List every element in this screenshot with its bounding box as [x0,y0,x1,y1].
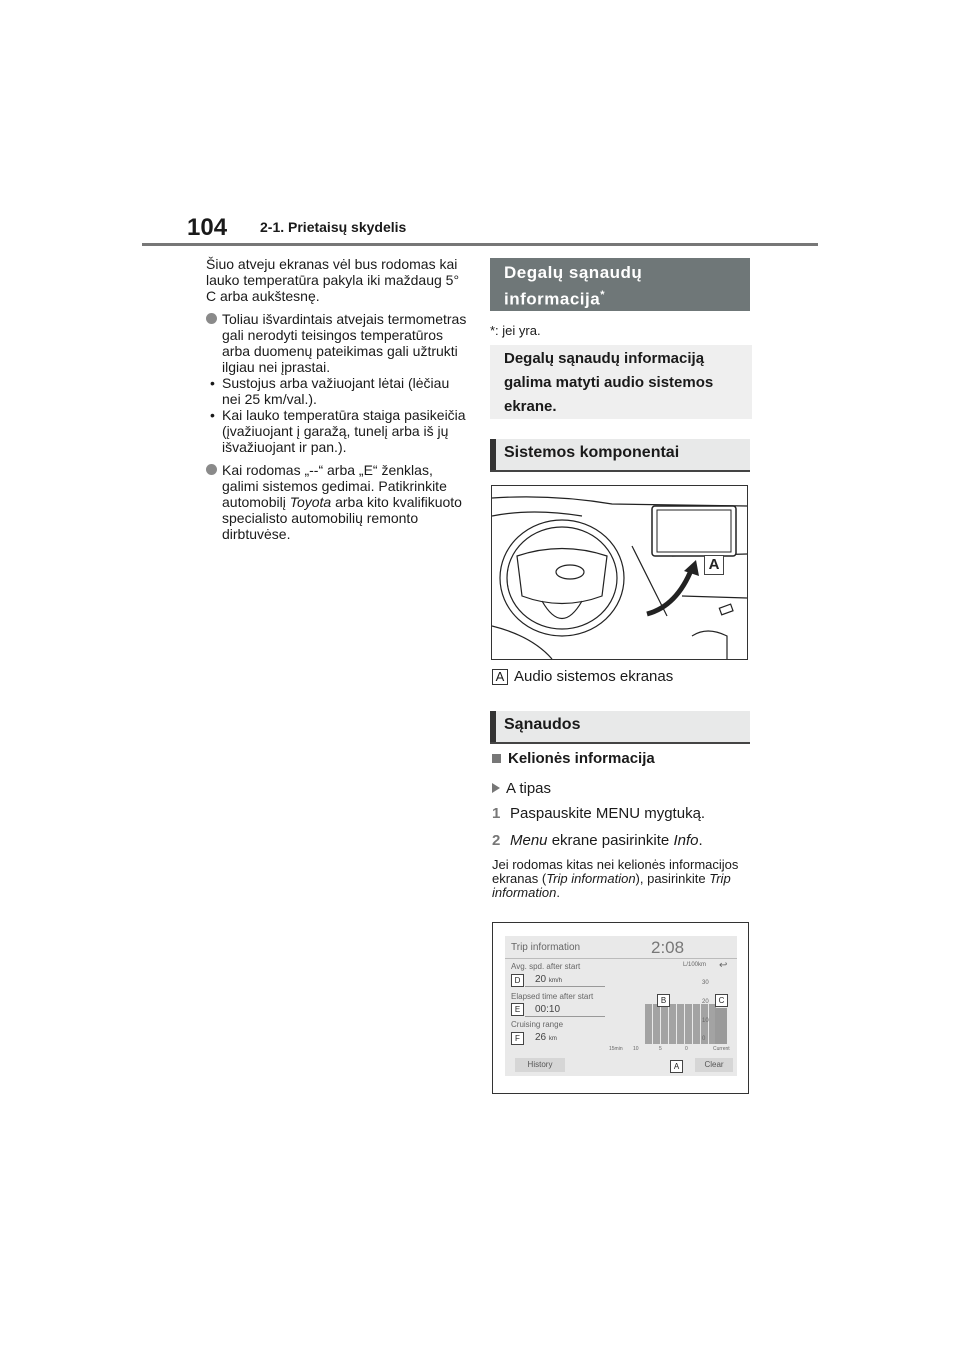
heading-text: Sąnaudos [504,716,581,733]
callout-label-e: E [511,1003,524,1016]
heading-bar [490,439,496,470]
step-text: Paspauskite MENU mygtuką. [510,805,706,822]
dash-text: Kai lauko temperatūra staiga pasikeičia (įvažiuojant į garažą, tunelį arba iš jų išvažiuojant ir pan.). [222,407,466,455]
dashboard-illustration [491,485,748,660]
consumption-bar [661,1004,668,1044]
bullet-item [206,462,468,542]
x-tick: 10 [633,1046,639,1052]
brand-name: Toyota [289,494,332,510]
clear-button[interactable]: Clear [695,1058,733,1072]
heading-consumption [490,711,750,744]
callout-label-d: D [511,974,524,987]
step-italic: Menu [510,832,548,849]
caption-text: Audio sistemos ekranas [514,668,674,685]
note-text: ), pasirinkite [635,871,710,886]
step-2 [492,832,703,849]
note-text: . [556,885,560,900]
note-italic: Trip information [546,871,636,886]
x-tick: 0 [685,1046,688,1052]
range-label: Cruising range [511,1020,564,1029]
note-text: Jei rodomas kitas nei kelionės informacijos ekranas ( [492,857,739,886]
current-bar-track [715,978,727,1044]
consumption-bar [669,1004,676,1044]
bullet-item [206,311,468,375]
bullet-dot-icon [206,464,217,475]
screen-title: Trip information [511,942,581,953]
x-tick: 15min [609,1046,623,1052]
heading-bar [490,711,496,742]
divider [505,958,737,959]
step-1 [492,805,705,822]
range-value: 26 km [535,1032,557,1043]
y-tick: 30 [702,980,709,986]
bullet-text: arba kito kvalifikuoto specialisto automobilių remonto dirbtuvėse. [222,494,462,542]
dash-item: • Kai lauko temperatūra staiga pasikeičia (įvažiuojant į garažą, tunelį arba iš jų išvažiuojant ir pan.). [210,407,466,455]
consumption-bar [693,1004,700,1044]
type-text: A tipas [506,780,552,797]
x-tick: Current [713,1046,730,1052]
caption-label: A [492,669,508,685]
bullet-dot-icon [206,313,217,324]
trip-info-screenshot [492,922,749,1094]
trip-info-screen [505,936,737,1076]
back-icon[interactable]: ↩ [719,960,728,971]
history-button[interactable]: History [515,1058,565,1072]
bullet-text: Kai rodomas „--“ arba „E“ ženklas, galimi sistemos gedimai. Patikrinkite automobilį [222,462,447,510]
footnote-marker: * [600,289,605,301]
step-text: ekrane pasirinkite [547,832,674,849]
dash-text: Sustojus arba važiuojant lėtai (lėčiau nei 25 km/val.). [222,375,450,407]
avg-speed-label: Avg. spd. after start [511,962,581,971]
step-text: . [698,832,703,849]
callout-label-b: B [657,994,670,1007]
footnote: *: jei yra. [490,323,541,338]
left-column [206,256,468,542]
square-bullet-icon [492,754,501,763]
bullet-text: Toliau išvardintais atvejais termometras gali nerodyti teisingos temperatūros arba duomenų pateikimas gali užtrukti ilgiau nei įprastai. [222,311,467,375]
intro-box: Degalų sąnaudų informaciją galima matyti audio sistemos ekrane. [490,345,752,419]
chart-bars [645,978,717,1044]
triangle-bullet-icon [492,783,500,793]
header-rule [142,243,818,246]
y-tick: 0 [702,1036,706,1042]
x-tick: 5 [659,1046,662,1052]
y-tick: 20 [702,999,709,1005]
y-tick: 10 [702,1018,709,1024]
section-title: 2-1. Prietaisų skydelis [260,219,407,235]
consumption-bar [685,1004,692,1044]
heading-text: Degalų sąnaudų informacija [504,263,643,309]
heading-components [490,439,750,472]
divider [525,1016,605,1017]
step-number: 2 [492,832,501,849]
subheading [492,750,655,767]
dash-item: • Sustojus arba važiuojant lėtai (lėčiau nei 25 km/val.). [210,375,450,407]
divider [525,986,605,987]
intro-paragraph: Šiuo atveju ekranas vėl bus rodomas kai lauko temperatūra pakyla iki maždaug 5° C arba aukštesnę. [206,256,460,304]
elapsed-value: 00:10 [535,1004,561,1015]
callout-label-c: C [715,994,728,1007]
consumption-bar [677,1004,684,1044]
page-number: 104 [187,214,228,241]
callout-label-a: A [670,1060,683,1073]
figure-caption [492,668,673,685]
consumption-bar [653,1004,660,1044]
screen-clock: 2:08 [651,938,685,957]
consumption-bar [645,1004,652,1044]
callout-label-f: F [511,1032,524,1045]
heading-text: Sistemos komponentai [504,444,680,461]
current-bar [715,1008,727,1044]
note-italic: Trip information [492,871,731,900]
avg-speed-value: 20 km/h [535,974,562,985]
step-italic: Info [673,832,699,849]
elapsed-label: Elapsed time after start [511,992,594,1001]
type-line [492,780,551,797]
unit-label: L/100km [683,962,707,968]
note-paragraph [492,858,754,900]
heading-fuel-info [490,258,750,311]
step-number: 1 [492,805,501,822]
consumption-chart [605,978,717,1044]
subheading-text: Kelionės informacija [508,750,655,767]
callout-label: A [704,555,724,575]
